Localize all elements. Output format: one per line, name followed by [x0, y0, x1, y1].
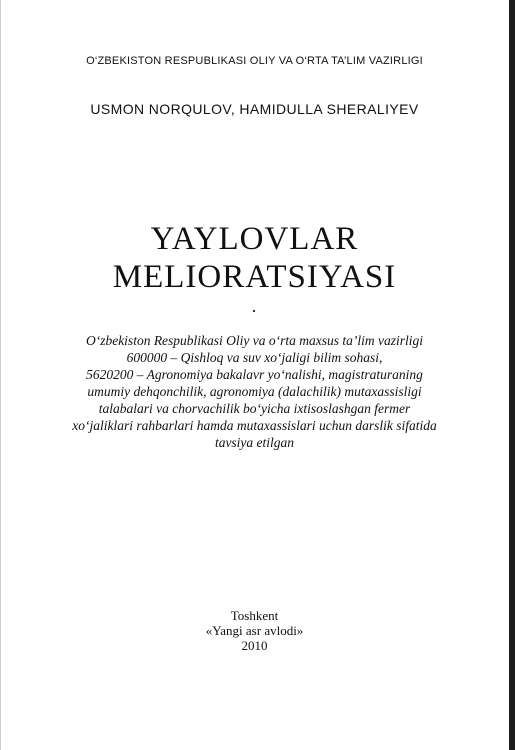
imprint-publisher: «Yangi asr avlodi»	[205, 623, 304, 638]
approval-description	[20, 332, 489, 451]
book-title	[0, 220, 509, 296]
ministry-heading: O‘ZBEKISTON RESPUBLIKASI OLIY VA O‘RTA TA’LIM VAZIRLIGI	[86, 55, 423, 67]
description-line: tavsiya etilgan	[214, 435, 295, 450]
description-line: 600000 – Qishloq va suv xo‘jaligi bilim sohasi,	[126, 350, 383, 365]
separator-dot	[253, 310, 255, 312]
description-line: umumiy dehqonchilik, agronomiya (dalachilik) mutaxassisligi	[87, 384, 422, 399]
publication-imprint	[0, 608, 509, 653]
description-line: talabalari va chorvachilik bo‘yicha ixtisoslashgan fermer	[98, 401, 411, 416]
viewer-edge	[509, 0, 515, 750]
title-line-1: YAYLOVLAR	[150, 221, 359, 257]
imprint-year: 2010	[241, 638, 268, 653]
description-line: O‘zbekiston Respublikasi Oliy va o‘rta maxsus ta’lim vazirligi	[85, 333, 424, 348]
description-line: xo‘jaliklari rahbarlari hamda mutaxassislari uchun darslik sifatida	[72, 418, 437, 433]
authors-line: USMON NORQULOV, HAMIDULLA SHERALIYEV	[90, 101, 419, 117]
title-line-2: MELIORATSIYASI	[112, 259, 397, 295]
description-line: 5620200 – Agronomiya bakalavr yo‘nalishi, magistraturaning	[86, 367, 423, 382]
imprint-city: Toshkent	[230, 608, 279, 623]
